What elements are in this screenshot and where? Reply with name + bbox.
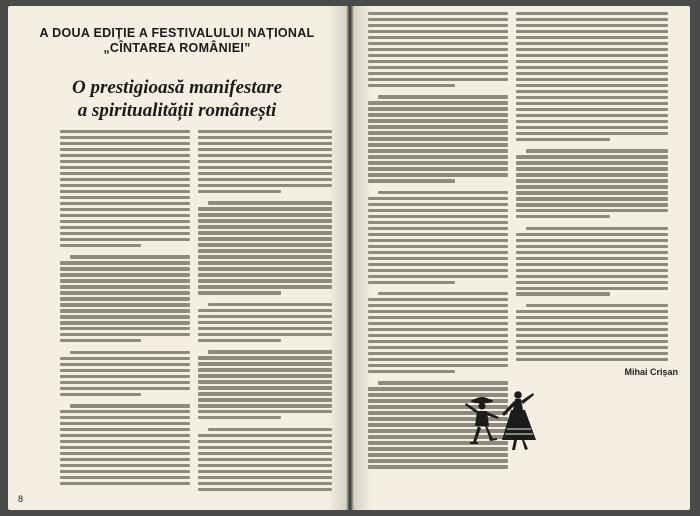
text-line [516,96,668,99]
text-line [516,48,668,51]
text-line [198,458,332,461]
text-line [60,410,190,413]
text-line [60,297,190,300]
text-line [60,202,190,205]
text-line [198,249,332,252]
text-line [378,95,508,98]
text-line [378,292,508,295]
text-line [198,219,332,222]
text-line [516,328,668,331]
text-line [368,239,508,242]
text-line [198,380,332,383]
text-line [516,185,668,188]
text-line [368,346,508,349]
text-line [368,155,508,158]
text-line [60,458,190,461]
text-line [368,215,508,218]
text-line [516,24,668,27]
text-line [60,363,190,366]
paragraph-gap [198,345,332,348]
text-line [60,357,190,360]
text-line [60,375,190,378]
text-line [198,470,332,473]
text-line [516,334,668,337]
text-line [516,66,668,69]
subtitle-line-1: O prestigioasă manifestare [71,77,283,98]
text-line [516,352,668,355]
text-line [368,251,508,254]
folk-dancers-illustration [462,384,552,456]
text-line [60,172,190,175]
text-line [516,84,668,87]
text-line [198,321,332,324]
text-line [60,148,190,151]
text-line [368,364,508,367]
paragraph-gap [516,298,668,301]
text-line [198,392,332,395]
text-line [60,422,190,425]
text-line [60,428,190,431]
headline-line-2: „CÎNTAREA ROMÂNIEI” [103,41,251,55]
text-line [60,476,190,479]
text-line [70,255,190,258]
paragraph-gap [60,345,190,348]
text-line [368,72,508,75]
text-line [60,416,190,419]
paragraph-gap [368,287,508,290]
author-signature: Mihai Crișan [624,367,678,377]
text-line [378,191,508,194]
text-line [368,197,508,200]
text-line [516,263,668,266]
text-line [516,102,668,105]
text-line [198,273,332,276]
text-line [516,316,668,319]
paragraph-gap [198,297,332,300]
text-line [60,285,190,288]
body-column-left-2 [198,130,332,491]
text-line [198,452,332,455]
text-line [198,315,332,318]
text-line [198,434,332,437]
headline-line-1: A DOUA EDIȚIE A FESTIVALULUI NAȚIONAL [39,26,315,40]
text-line [516,30,668,33]
text-line [516,126,668,129]
text-line [60,136,190,139]
text-line [516,90,668,93]
text-line [198,410,332,413]
text-line [60,482,190,485]
text-line [368,298,508,301]
paragraph-gap [198,422,332,425]
text-line [198,237,332,240]
text-line [368,48,508,51]
text-line [368,36,508,39]
text-line [60,279,190,282]
text-line [368,221,508,224]
text-line [60,393,141,396]
text-line [198,333,332,336]
text-line [198,309,332,312]
text-line [60,387,190,390]
text-line [368,263,508,266]
text-line [60,440,190,443]
text-line [516,42,668,45]
text-line [516,179,668,182]
text-line [198,285,332,288]
text-line [368,84,455,87]
text-line [368,310,508,313]
text-line [516,173,668,176]
text-line [60,184,190,187]
text-line [208,201,332,204]
text-line [516,197,668,200]
text-line [198,404,332,407]
text-line [368,275,508,278]
text-line [516,281,668,284]
text-line [368,269,508,272]
text-line [516,108,668,111]
article-headline [22,26,332,56]
page-gutter [346,6,354,510]
text-line [526,304,668,307]
text-line [60,470,190,473]
text-line [198,446,332,449]
text-line [198,154,332,157]
text-line [60,178,190,181]
text-line [368,304,508,307]
text-line [198,327,332,330]
text-line [60,452,190,455]
text-line [516,36,668,39]
text-line [368,30,508,33]
text-line [516,287,668,290]
text-line [198,362,332,365]
text-line [198,291,281,294]
text-line [60,214,190,217]
text-line [516,114,668,117]
text-line [368,328,508,331]
text-line [60,434,190,437]
article-subtitle [22,76,332,122]
text-line [198,172,332,175]
text-line [516,269,668,272]
text-line [60,142,190,145]
text-line [198,160,332,163]
text-line [516,209,668,212]
text-line [198,142,332,145]
text-line [198,464,332,467]
text-line [198,368,332,371]
text-line [368,340,508,343]
text-line [516,322,668,325]
text-line [198,178,332,181]
text-line [198,261,332,264]
text-line [70,351,190,354]
text-line [526,227,668,230]
text-line [198,243,332,246]
text-line [60,196,190,199]
text-line [368,149,508,152]
text-line [60,226,190,229]
text-line [368,334,508,337]
subtitle-line-2: a spiritualității românești [77,100,277,121]
text-line [516,12,668,15]
text-line [368,54,508,57]
text-line [208,428,332,431]
text-line [516,60,668,63]
text-line [198,482,332,485]
text-line [208,350,332,353]
text-line [368,113,508,116]
text-line [516,155,668,158]
text-line [60,446,190,449]
text-line [368,101,508,104]
text-line [526,149,668,152]
text-line [198,488,332,491]
text-line [60,261,190,264]
text-line [60,291,190,294]
text-line [60,208,190,211]
text-line [368,370,455,373]
text-line [198,255,332,258]
text-line [368,316,508,319]
paragraph-gap [368,376,508,379]
text-line [198,207,332,210]
text-line [368,465,508,468]
text-line [368,209,508,212]
text-line [516,292,610,295]
text-line [60,369,190,372]
text-line [198,213,332,216]
text-line [198,339,281,342]
text-line [60,464,190,467]
text-line [368,66,508,69]
text-line [368,107,508,110]
text-line [516,340,668,343]
text-line [60,154,190,157]
text-line [60,339,141,342]
text-line [198,416,281,419]
text-line [516,18,668,21]
text-line [516,215,610,218]
paragraph-gap [198,196,332,199]
text-line [368,257,508,260]
text-line [198,279,332,282]
text-line [368,137,508,140]
text-line [516,54,668,57]
text-line [198,166,332,169]
text-line [368,60,508,63]
text-line [516,120,668,123]
text-line [198,130,332,133]
text-line [368,358,508,361]
text-line [198,356,332,359]
text-line [198,476,332,479]
text-line [368,18,508,21]
text-line [368,233,508,236]
text-line [60,333,190,336]
text-line [368,42,508,45]
paragraph-gap [60,250,190,253]
text-line [368,227,508,230]
text-line [516,138,610,141]
text-line [60,166,190,169]
paragraph-gap [516,221,668,224]
text-line [368,24,508,27]
text-line [60,160,190,163]
text-line [368,125,508,128]
text-line [198,267,332,270]
text-line [516,257,668,260]
text-line [368,78,508,81]
text-line [198,231,332,234]
text-line [516,78,668,81]
text-line [60,303,190,306]
text-line [368,173,508,176]
text-line [516,233,668,236]
text-line [368,131,508,134]
text-line [60,267,190,270]
text-line [60,238,190,241]
body-column-left-1 [60,130,190,485]
paragraph-gap [368,90,508,93]
folk-dancers-drawing [465,391,536,450]
text-line [516,358,668,361]
text-line [198,386,332,389]
text-line [198,440,332,443]
paragraph-gap [368,185,508,188]
paragraph-gap [516,144,668,147]
text-line [60,244,141,247]
text-line [516,239,668,242]
text-line [60,190,190,193]
text-line [368,281,455,284]
text-line [60,309,190,312]
text-line [368,322,508,325]
text-line [516,310,668,313]
text-line [198,374,332,377]
text-line [368,12,508,15]
body-column-right-2 [516,12,668,361]
text-line [368,203,508,206]
text-line [368,167,508,170]
text-line [198,136,332,139]
text-line [516,203,668,206]
text-line [368,352,508,355]
text-line [516,167,668,170]
text-line [516,251,668,254]
text-line [198,184,332,187]
text-line [516,346,668,349]
text-line [516,191,668,194]
text-line [368,459,508,462]
text-line [60,273,190,276]
text-line [60,130,190,133]
text-line [60,315,190,318]
text-line [198,398,332,401]
text-line [70,404,190,407]
text-line [368,119,508,122]
text-line [60,327,190,330]
text-line [368,245,508,248]
text-line [198,190,281,193]
text-line [516,275,668,278]
text-line [368,161,508,164]
paragraph-gap [60,399,190,402]
text-line [60,232,190,235]
text-line [368,143,508,146]
text-line [60,381,190,384]
text-line [198,225,332,228]
text-line [516,161,668,164]
text-line [198,148,332,151]
text-line [208,303,332,306]
text-line [368,179,455,182]
page-number: 8 [18,494,24,504]
text-line [60,220,190,223]
text-line [516,245,668,248]
text-line [60,321,190,324]
text-line [516,132,668,135]
text-line [516,72,668,75]
